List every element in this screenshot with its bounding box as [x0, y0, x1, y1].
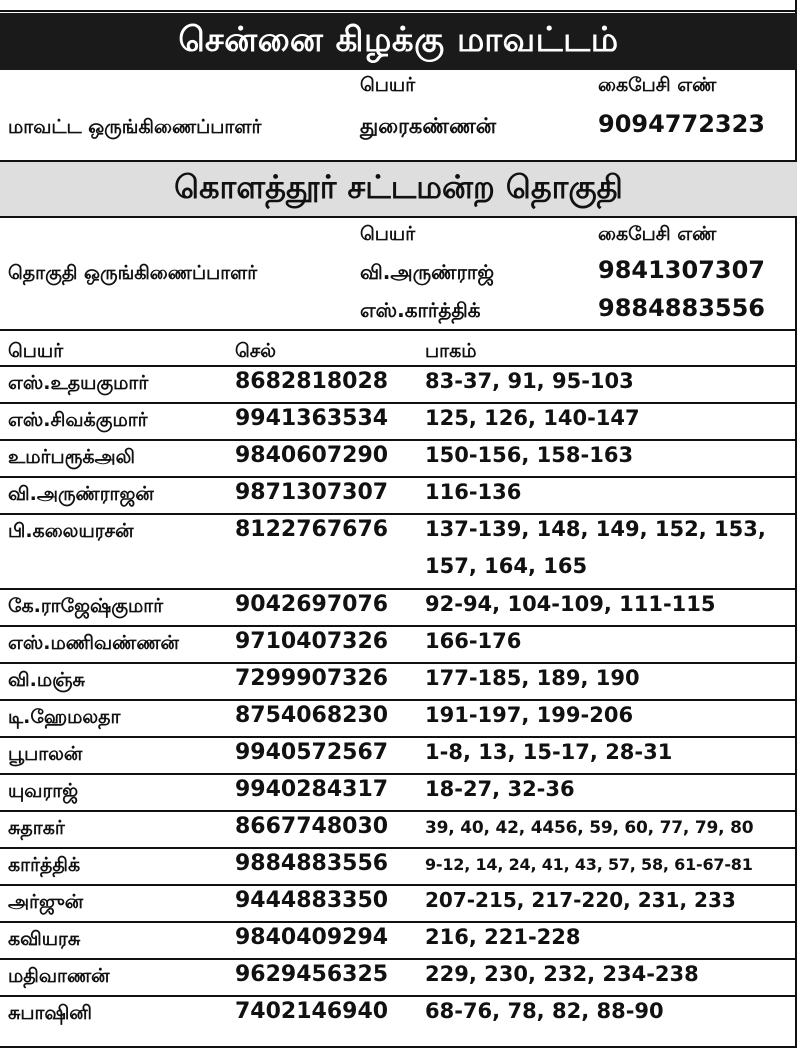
row-cell: 9840607290 [235, 443, 389, 468]
row-cell: 9941363534 [235, 406, 389, 431]
district-coordinator-name: துரைகண்ணன் [360, 114, 497, 138]
table-row [0, 590, 797, 627]
row-parts: 177-185, 189, 190 [425, 666, 640, 690]
row-parts: 1-8, 13, 15-17, 28-31 [425, 740, 673, 764]
table-row [0, 812, 797, 849]
constituency-coordinator-phone: 9841307307 [598, 256, 765, 284]
row-parts: 18-27, 32-36 [425, 777, 575, 801]
district-role: மாவட்ட ஒருங்கிணைப்பாளர் [8, 116, 262, 138]
table-header-parts: பாகம் [425, 340, 477, 362]
row-name: வி.மஞ்சு [8, 669, 85, 691]
row-cell: 8754068230 [235, 703, 389, 728]
row-name: அர்ஜுன் [8, 891, 84, 913]
row-cell: 8682818028 [235, 369, 389, 394]
row-cell: 7299907326 [235, 666, 389, 691]
row-cell: 9840409294 [235, 925, 389, 950]
row-parts: 229, 230, 232, 234-238 [425, 962, 699, 986]
row-cell: 8122767676 [235, 517, 389, 542]
table-row [0, 886, 797, 923]
row-parts: 39, 40, 42, 4456, 59, 60, 77, 79, 80 [425, 818, 754, 838]
row-parts: 83-37, 91, 95-103 [425, 369, 634, 393]
constituency-coordinator-phone: 9884883556 [598, 294, 765, 322]
table-row [0, 738, 797, 775]
table-row [0, 923, 797, 960]
row-name: யுவராஜ் [8, 780, 79, 802]
row-parts: 68-76, 78, 82, 88-90 [425, 999, 664, 1023]
table-row [0, 627, 797, 664]
table-row [0, 515, 797, 590]
row-name: பூபாலன் [8, 743, 83, 765]
district-name-header: பெயர் [360, 74, 416, 96]
table-row [0, 997, 797, 1036]
row-name: பி.கலையரசன் [8, 520, 134, 542]
row-parts-continued: 157, 164, 165 [425, 554, 588, 578]
table-row [0, 441, 797, 478]
constituency-phone-header: கைபேசி எண் [598, 223, 717, 245]
table-row [0, 701, 797, 738]
row-name: கவியரசு [8, 928, 81, 950]
row-name: கார்த்திக் [8, 854, 81, 876]
top-strip [0, 0, 797, 12]
row-cell: 9940284317 [235, 777, 389, 802]
row-cell: 9884883556 [235, 851, 389, 876]
district-coordinator-phone: 9094772323 [598, 110, 765, 138]
row-name: எஸ்.மணிவண்ணன் [8, 632, 179, 654]
row-cell: 9444883350 [235, 888, 389, 913]
table-header-cell: செல் [235, 340, 277, 362]
row-cell: 9871307307 [235, 480, 389, 505]
row-cell: 9710407326 [235, 629, 389, 654]
row-parts: 216, 221-228 [425, 925, 581, 949]
constituency-coordinator-name: வி.அருண்ராஜ் [360, 260, 495, 284]
row-parts: 137-139, 148, 149, 152, 153, [425, 517, 766, 541]
table-row [0, 404, 797, 441]
row-name: எஸ்.சிவக்குமார் [8, 409, 148, 431]
row-name: கே.ராஜேஷ்குமார் [8, 595, 164, 617]
row-parts: 9-12, 14, 24, 41, 43, 57, 58, 61-67-81 [425, 855, 753, 874]
row-name: சுதாகர் [8, 817, 65, 839]
row-parts: 125, 126, 140-147 [425, 406, 640, 430]
row-parts: 92-94, 104-109, 111-115 [425, 592, 716, 616]
row-cell: 9940572567 [235, 740, 389, 765]
table-row [0, 775, 797, 812]
row-name: எஸ்.உதயகுமார் [8, 372, 149, 394]
row-name: டி.ஹேமலதா [8, 706, 121, 728]
district-title: சென்னை கிழக்கு மாவட்டம் [0, 13, 797, 70]
row-name: உமர்பரூக்அலி [8, 446, 136, 468]
district-phone-header: கைபேசி எண் [598, 74, 717, 96]
table-header-name: பெயர் [8, 340, 64, 362]
table-row [0, 367, 797, 404]
row-cell: 7402146940 [235, 999, 389, 1024]
row-name: வி.அருண்ராஜன் [8, 483, 154, 505]
row-parts: 150-156, 158-163 [425, 443, 634, 467]
constituency-name-header: பெயர் [360, 223, 416, 245]
table-row [0, 960, 797, 997]
constituency-coordinator-name: எஸ்.கார்த்திக் [360, 298, 481, 322]
table-row [0, 664, 797, 701]
row-cell: 8667748030 [235, 814, 389, 839]
table-row [0, 849, 797, 886]
constituency-role: தொகுதி ஒருங்கிணைப்பாளர் [8, 262, 258, 284]
row-parts: 166-176 [425, 629, 522, 653]
table-row [0, 478, 797, 515]
constituency-title: கொளத்தூர் சட்டமன்ற தொகுதி [0, 160, 797, 218]
row-parts: 207-215, 217-220, 231, 233 [425, 888, 736, 912]
row-parts: 191-197, 199-206 [425, 703, 634, 727]
row-parts: 116-136 [425, 480, 522, 504]
row-name: மதிவாணன் [8, 965, 110, 987]
row-cell: 9629456325 [235, 962, 389, 987]
row-cell: 9042697076 [235, 592, 389, 617]
divider [0, 329, 797, 331]
row-name: சுபாஷினி [8, 1002, 93, 1024]
